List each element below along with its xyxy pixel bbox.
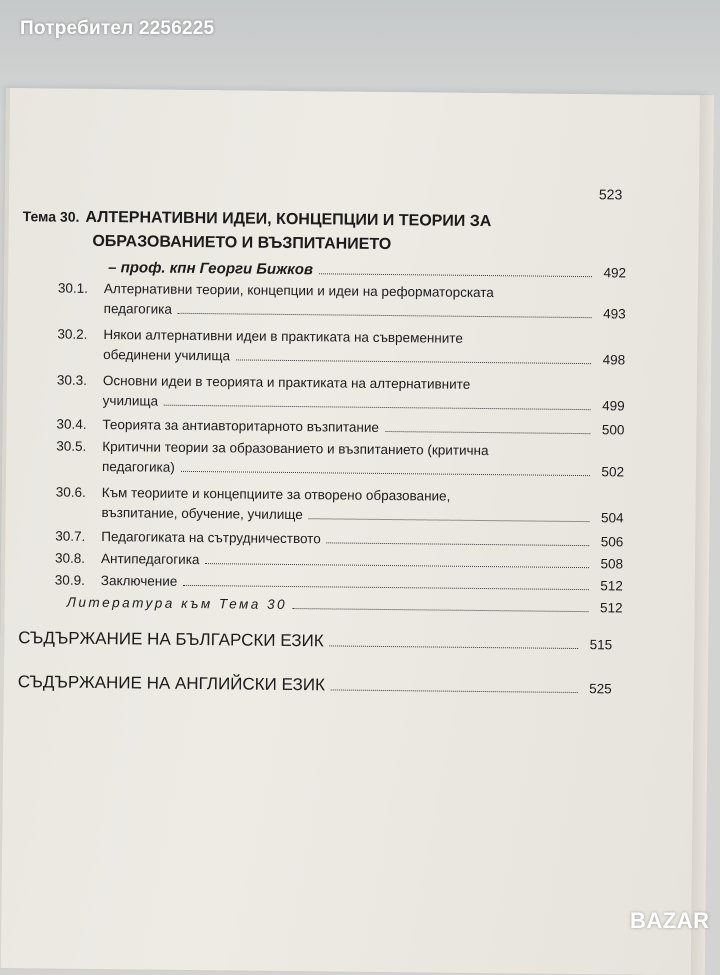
toc-section-english	[18, 672, 612, 698]
book-page	[0, 88, 710, 975]
toc-entry-30-1-cont	[104, 301, 626, 321]
page-number: 523	[598, 186, 623, 203]
section-title: СЪДЪРЖАНИЕ НА АНГЛИЙСКИ ЕЗИК	[17, 672, 326, 695]
leader-dots	[330, 644, 579, 649]
entry-title-cont: възпитание, обучение, училище	[101, 505, 303, 523]
literature-page: 512	[599, 600, 623, 616]
entry-title: Някои алтернативни идеи в практиката на съвременните	[103, 327, 463, 346]
entry-page: 493	[603, 306, 626, 322]
toc-entry-30-5	[56, 439, 488, 459]
leader-dots	[181, 470, 590, 476]
toc-entry-30-1	[58, 281, 494, 301]
leader-dots	[164, 404, 591, 410]
leader-dots	[183, 584, 589, 590]
toc-entry-30-3	[57, 373, 470, 392]
entry-page: 508	[600, 556, 624, 572]
toc-entry-30-4	[56, 417, 624, 438]
user-watermark: Потребител 2256225	[20, 18, 215, 39]
chapter-label: Тема 30.	[22, 208, 80, 225]
entry-title: Критични теории за образованието и възпитанието (критична	[102, 439, 489, 459]
leader-dots	[385, 430, 590, 434]
entry-page: 504	[600, 510, 624, 526]
leader-dots	[236, 358, 591, 364]
entry-number: 30.7.	[55, 528, 86, 544]
chapter-author: – проф. кпн Георги Бижков	[108, 259, 314, 279]
entry-page: 500	[601, 422, 625, 438]
entry-title: Алтернативни теории, концепции и идеи на реформаторската	[103, 281, 494, 301]
entry-page: 502	[601, 464, 625, 480]
entry-number: 30.3.	[56, 372, 88, 388]
chapter-author-row	[108, 259, 626, 281]
literature-title: Литература към Тема 30	[66, 594, 288, 612]
site-logo: BAZAR	[630, 908, 710, 933]
toc-entry-30-2-cont	[103, 347, 625, 367]
entry-title-cont: педагогика)	[101, 459, 175, 475]
entry-title: Педагогиката на сътрудничеството	[101, 529, 321, 547]
entry-number: 30.6.	[55, 484, 86, 500]
leader-dots	[327, 541, 590, 546]
entry-title: Към теориите и концепциите за отворено образование,	[101, 485, 451, 504]
leader-dots	[178, 312, 592, 318]
section-page: 525	[589, 681, 612, 697]
entry-page: 498	[602, 352, 626, 368]
entry-number: 30.2.	[57, 326, 88, 342]
entry-number: 30.9.	[54, 572, 85, 588]
entry-title: Теорията за антиавторитарното възпитание	[102, 417, 380, 435]
toc-entry-30-6-cont	[101, 505, 623, 525]
table-of-contents	[1, 88, 710, 975]
entry-title: Основни идеи в теорията и практиката на алтернативните	[102, 373, 471, 392]
entry-number: 30.8.	[55, 550, 86, 566]
entry-title-cont: педагогика	[103, 301, 172, 317]
entry-number: 30.1.	[57, 280, 89, 296]
entry-page: 512	[600, 578, 623, 594]
chapter-page: 492	[603, 265, 627, 281]
toc-entry-30-8	[55, 551, 623, 572]
leader-dots	[309, 517, 590, 522]
entry-page: 506	[600, 534, 624, 550]
section-page: 515	[589, 637, 613, 653]
entry-title-cont: обединени училища	[103, 347, 231, 364]
toc-literature	[67, 595, 623, 616]
entry-page: 499	[602, 398, 625, 414]
leader-dots	[319, 272, 592, 277]
section-title: СЪДЪРЖАНИЕ НА БЪЛГАРСКИ ЕЗИК	[18, 628, 324, 651]
toc-entry-30-5-cont	[102, 459, 624, 479]
chapter-title-line2: ОБРАЗОВАНИЕТО И ВЪЗПИТАНИЕТО	[92, 232, 392, 254]
chapter-title-row2	[92, 233, 391, 254]
entry-title-cont: училища	[102, 393, 159, 409]
toc-entry-30-7	[55, 529, 623, 550]
entry-number: 30.5.	[56, 438, 87, 454]
entry-title: Антипедагогика	[100, 551, 200, 568]
chapter-heading	[23, 208, 492, 231]
leader-dots	[331, 688, 578, 693]
toc-section-bulgarian	[18, 628, 612, 654]
leader-dots	[205, 562, 589, 568]
toc-entry-30-3-cont	[103, 393, 625, 413]
leader-dots	[293, 607, 589, 612]
toc-entry-30-6	[56, 485, 451, 504]
entry-title: Заключение	[100, 573, 178, 589]
entry-number: 30.4.	[56, 416, 87, 432]
toc-entry-30-9	[55, 573, 623, 594]
toc-entry-30-2	[57, 327, 463, 346]
chapter-title-line1: АЛТЕРНАТИВНИ ИДЕИ, КОНЦЕПЦИИ И ТЕОРИИ ЗА	[85, 208, 492, 231]
